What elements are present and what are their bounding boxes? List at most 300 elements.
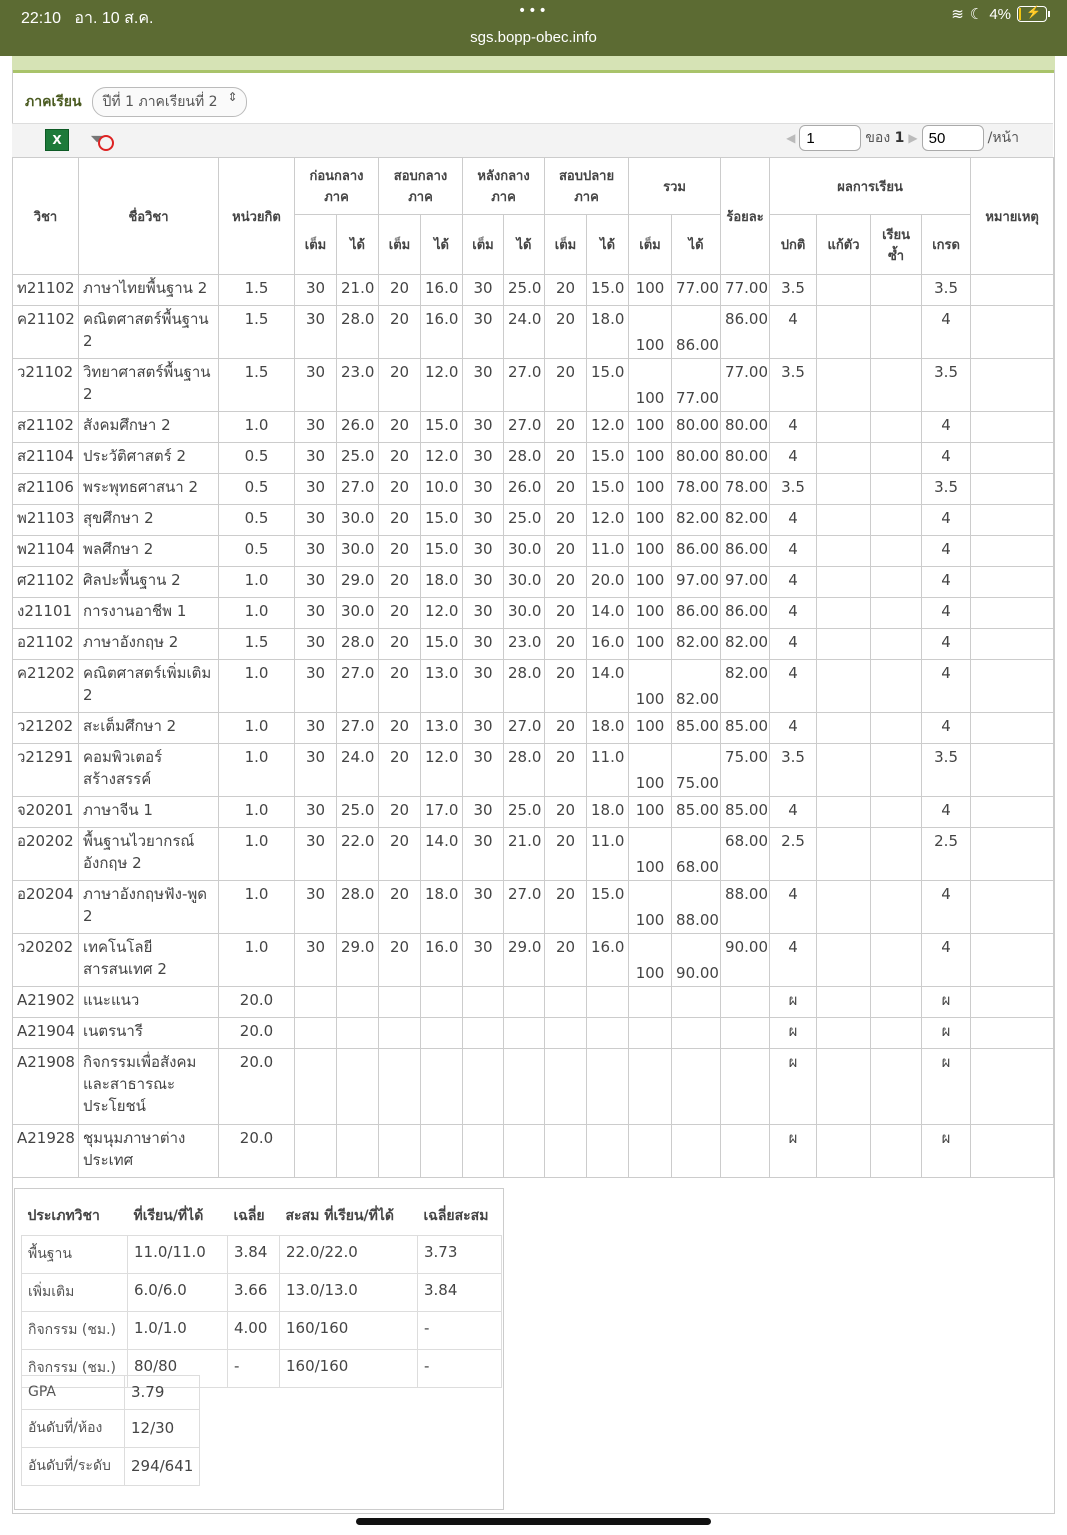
cell-percent: 86.00	[721, 536, 770, 567]
cell-total-full: 100	[629, 536, 672, 567]
pager	[786, 125, 1019, 151]
cell-grade: 4	[922, 306, 971, 359]
cell-name: คณิตศาสตร์พื้นฐาน 2	[79, 306, 219, 359]
cell-pre-mid-got	[337, 1049, 379, 1125]
cell-grade: ผ	[922, 987, 971, 1018]
table-row	[13, 881, 1054, 934]
cell-pre-mid-got	[337, 1018, 379, 1049]
table-row	[13, 505, 1054, 536]
cell-total-full: 100	[629, 306, 672, 359]
cell-total-got: 68.00	[672, 828, 721, 881]
cell-fix	[817, 505, 871, 536]
cell-total-got: 75.00	[672, 744, 721, 797]
cell-final-got: 16.0	[587, 629, 629, 660]
cell-total-got: 85.00	[672, 797, 721, 828]
cell-final-got: 18.0	[587, 713, 629, 744]
cell-pre-mid-full: 30	[295, 713, 337, 744]
cell-pre-mid-full: 30	[295, 744, 337, 797]
cell-total-got: 82.00	[672, 660, 721, 713]
cell-mid-full	[379, 1018, 421, 1049]
col-grade: เกรด	[922, 215, 971, 275]
col-repeat: เรียนซ้ำ	[871, 215, 922, 275]
cell-normal: 4	[770, 598, 817, 629]
cell-mid-full: 20	[379, 881, 421, 934]
table-row	[13, 744, 1054, 797]
cell-repeat	[871, 598, 922, 629]
cell-total-full	[629, 1049, 672, 1125]
table-row	[13, 1125, 1054, 1178]
cell-mid-got: 12.0	[421, 359, 463, 412]
cell-final-full: 20	[545, 567, 587, 598]
cell-percent: 68.00	[721, 828, 770, 881]
cell-name: เนตรนารี	[79, 1018, 219, 1049]
cell-final-got: 18.0	[587, 797, 629, 828]
table-row	[13, 987, 1054, 1018]
cell-final-got: 11.0	[587, 828, 629, 881]
cell-pre-mid-full: 30	[295, 567, 337, 598]
cell-mid-got: 15.0	[421, 505, 463, 536]
cell-mid-full: 20	[379, 359, 421, 412]
cell-total-full: 100	[629, 359, 672, 412]
cell-total-got: 86.00	[672, 536, 721, 567]
cell-credit: 20.0	[219, 1125, 295, 1178]
cell-total-full: 100	[629, 598, 672, 629]
cell-code: ค21102	[13, 306, 79, 359]
cell-code: ง21101	[13, 598, 79, 629]
cell-name: ภาษาอังกฤษ 2	[79, 629, 219, 660]
cell-name: พระพุทธศาสนา 2	[79, 474, 219, 505]
cell-total-got: 90.00	[672, 934, 721, 987]
cell-code: พ21103	[13, 505, 79, 536]
cell-name: เทคโนโลยีสารสนเทศ 2	[79, 934, 219, 987]
cell-post-mid-full: 30	[463, 536, 504, 567]
cell-mid-full: 20	[379, 934, 421, 987]
cell-total-full	[629, 1018, 672, 1049]
cell-name: ภาษาจีน 1	[79, 797, 219, 828]
cell-post-mid-full: 30	[463, 713, 504, 744]
col-code: วิชา	[13, 158, 79, 275]
cell-total-full: 100	[629, 474, 672, 505]
cell-fix	[817, 443, 871, 474]
cell-percent	[721, 1018, 770, 1049]
cell-note	[971, 828, 1054, 881]
cell-pre-mid-got: 29.0	[337, 567, 379, 598]
cell-pre-mid-got: 24.0	[337, 744, 379, 797]
sum-col-type: ประเภทวิชา	[22, 1197, 128, 1236]
cell-post-mid-full	[463, 1049, 504, 1125]
next-page-icon[interactable]: ▶	[908, 131, 918, 145]
col-final: สอบปลายภาค	[545, 158, 629, 215]
cell-credit: 0.5	[219, 443, 295, 474]
cell-credit: 1.0	[219, 744, 295, 797]
cell-final-full: 20	[545, 536, 587, 567]
cell-total-full: 100	[629, 505, 672, 536]
cell-total-got: 80.00	[672, 412, 721, 443]
cell-credit: 20.0	[219, 1018, 295, 1049]
cell-normal: ผ	[770, 1049, 817, 1125]
cell-grade: 4	[922, 412, 971, 443]
cell-post-mid-got: 26.0	[504, 474, 545, 505]
cell-total-full: 100	[629, 744, 672, 797]
cell-percent: 88.00	[721, 881, 770, 934]
cell-pre-mid-full	[295, 1049, 337, 1125]
cell-mid-got: 15.0	[421, 629, 463, 660]
cell-pre-mid-got	[337, 987, 379, 1018]
cell-repeat	[871, 443, 922, 474]
cell-normal: 2.5	[770, 828, 817, 881]
cell-post-mid-got: 25.0	[504, 275, 545, 306]
cell-pre-mid-got: 30.0	[337, 505, 379, 536]
cell-final-got: 20.0	[587, 567, 629, 598]
cell-code: A21928	[13, 1125, 79, 1178]
cell-mid-got: 10.0	[421, 474, 463, 505]
cell-fix	[817, 1125, 871, 1178]
cell-post-mid-got: 28.0	[504, 744, 545, 797]
cell-fix	[817, 1018, 871, 1049]
cell-code: A21908	[13, 1049, 79, 1125]
sum-col-avg: เฉลี่ย	[228, 1197, 280, 1236]
cell-fix	[817, 412, 871, 443]
cell-code: ท21102	[13, 275, 79, 306]
summary-cell: 13.0/13.0	[280, 1274, 418, 1312]
cell-mid-got: 16.0	[421, 306, 463, 359]
cell-note	[971, 505, 1054, 536]
status-indicators	[951, 5, 1047, 23]
gpa-label: GPA	[22, 1376, 125, 1410]
cell-fix	[817, 713, 871, 744]
cell-final-full	[545, 1125, 587, 1178]
cell-credit: 1.0	[219, 828, 295, 881]
cell-grade: 4	[922, 934, 971, 987]
cell-percent: 97.00	[721, 567, 770, 598]
cell-note	[971, 1018, 1054, 1049]
cell-final-got: 15.0	[587, 275, 629, 306]
cell-pre-mid-got: 27.0	[337, 713, 379, 744]
cell-post-mid-got: 30.0	[504, 536, 545, 567]
cell-code: A21904	[13, 1018, 79, 1049]
table-row	[13, 443, 1054, 474]
cell-grade: ผ	[922, 1018, 971, 1049]
cell-repeat	[871, 881, 922, 934]
col-name: ชื่อวิชา	[79, 158, 219, 275]
cell-total-got	[672, 1049, 721, 1125]
cell-pre-mid-got: 29.0	[337, 934, 379, 987]
cell-post-mid-full: 30	[463, 567, 504, 598]
cell-credit: 20.0	[219, 987, 295, 1018]
summary-table	[21, 1197, 502, 1388]
cell-final-got: 12.0	[587, 412, 629, 443]
cell-post-mid-got: 28.0	[504, 660, 545, 713]
cell-final-full	[545, 1018, 587, 1049]
cell-post-mid-full: 30	[463, 881, 504, 934]
table-row	[13, 412, 1054, 443]
cell-credit: 0.5	[219, 536, 295, 567]
cell-mid-got: 15.0	[421, 412, 463, 443]
cell-credit: 1.0	[219, 598, 295, 629]
sum-col-cum-credits: สะสม ที่เรียน/ที่ได้	[280, 1197, 418, 1236]
url-bar[interactable]: sgs.bopp-obec.info	[470, 29, 597, 46]
cell-fix	[817, 934, 871, 987]
per-page-label: /หน้า	[987, 130, 1019, 146]
cell-code: จ20201	[13, 797, 79, 828]
summary-cell: กิจกรรม (ชม.)	[22, 1350, 128, 1388]
cell-percent: 82.00	[721, 660, 770, 713]
cell-name: วิทยาศาสตร์พื้นฐาน 2	[79, 359, 219, 412]
cell-fix	[817, 660, 871, 713]
cell-mid-full: 20	[379, 567, 421, 598]
cell-grade: 4	[922, 536, 971, 567]
cell-normal: 4	[770, 567, 817, 598]
cell-mid-full: 20	[379, 629, 421, 660]
status-time: 22:10 อา. 10 ส.ค.	[21, 10, 154, 27]
cell-grade: 4	[922, 629, 971, 660]
summary-cell: เพิ่มเติม	[22, 1274, 128, 1312]
cell-fix	[817, 598, 871, 629]
table-row	[13, 359, 1054, 412]
cell-total-got: 82.00	[672, 505, 721, 536]
chevron-updown-icon: ⇕	[227, 90, 238, 104]
cell-normal: 3.5	[770, 744, 817, 797]
cell-pre-mid-full: 30	[295, 536, 337, 567]
col-mid: สอบกลางภาค	[379, 158, 463, 215]
cell-final-got	[587, 1125, 629, 1178]
semester-select[interactable]: ปีที่ 1 ภาคเรียนที่ 2 ⇕	[92, 87, 247, 117]
table-row	[13, 1049, 1054, 1125]
cell-code: ว20202	[13, 934, 79, 987]
cell-grade: 4	[922, 567, 971, 598]
cell-code: ศ21102	[13, 567, 79, 598]
cell-mid-full: 20	[379, 474, 421, 505]
col-full: เต็ม	[295, 215, 337, 275]
rank-level-row	[22, 1448, 200, 1486]
cell-final-got: 16.0	[587, 934, 629, 987]
cell-mid-got: 12.0	[421, 598, 463, 629]
cell-name: ภาษาอังกฤษฟัง-พูด 2	[79, 881, 219, 934]
table-row	[13, 275, 1054, 306]
cell-code: ค21202	[13, 660, 79, 713]
cell-pre-mid-full: 30	[295, 275, 337, 306]
cell-pre-mid-full: 30	[295, 443, 337, 474]
cell-mid-full: 20	[379, 598, 421, 629]
summary-row	[22, 1274, 502, 1312]
cell-percent: 78.00	[721, 474, 770, 505]
cell-repeat	[871, 660, 922, 713]
cell-pre-mid-got: 21.0	[337, 275, 379, 306]
cell-pre-mid-full	[295, 987, 337, 1018]
clear-filter-icon[interactable]: ⏷	[90, 129, 104, 150]
cell-code: ว21291	[13, 744, 79, 797]
cell-post-mid-full: 30	[463, 306, 504, 359]
cell-post-mid-got: 27.0	[504, 412, 545, 443]
cell-final-full: 20	[545, 598, 587, 629]
cell-code: A21902	[13, 987, 79, 1018]
cell-grade: 4	[922, 660, 971, 713]
cell-final-full: 20	[545, 881, 587, 934]
cell-credit: 1.5	[219, 306, 295, 359]
cell-final-got: 15.0	[587, 443, 629, 474]
col-full: เต็ม	[629, 215, 672, 275]
cell-note	[971, 474, 1054, 505]
cell-pre-mid-full: 30	[295, 660, 337, 713]
cell-final-got	[587, 1018, 629, 1049]
cell-note	[971, 987, 1054, 1018]
cell-pre-mid-got: 25.0	[337, 443, 379, 474]
cell-percent: 90.00	[721, 934, 770, 987]
cell-post-mid-got: 28.0	[504, 443, 545, 474]
cell-percent: 85.00	[721, 713, 770, 744]
excel-export-icon[interactable]: X	[45, 129, 69, 151]
summary-body	[22, 1236, 502, 1388]
table-row	[13, 306, 1054, 359]
cell-mid-full: 20	[379, 275, 421, 306]
col-pre-mid: ก่อนกลางภาค	[295, 158, 379, 215]
browser-menu-dots[interactable]: •••	[518, 3, 549, 19]
cell-fix	[817, 828, 871, 881]
cell-post-mid-got: 27.0	[504, 881, 545, 934]
cell-repeat	[871, 629, 922, 660]
per-page-input[interactable]	[922, 125, 984, 151]
cell-post-mid-got: 21.0	[504, 828, 545, 881]
col-got: ได้	[587, 215, 629, 275]
cell-repeat	[871, 744, 922, 797]
cell-pre-mid-got: 22.0	[337, 828, 379, 881]
cell-mid-got: 12.0	[421, 443, 463, 474]
status-bar	[0, 0, 1067, 56]
cell-normal: 4	[770, 443, 817, 474]
cell-grade: 4	[922, 881, 971, 934]
cell-name: กิจกรรมเพื่อสังคมและสาธารณะประโยชน์	[79, 1049, 219, 1125]
cell-percent	[721, 1049, 770, 1125]
cell-grade: ผ	[922, 1125, 971, 1178]
table-row	[13, 1018, 1054, 1049]
cell-total-full: 100	[629, 567, 672, 598]
cell-repeat	[871, 567, 922, 598]
cell-post-mid-got: 25.0	[504, 797, 545, 828]
cell-repeat	[871, 713, 922, 744]
cell-credit: 1.0	[219, 934, 295, 987]
cell-mid-got: 18.0	[421, 881, 463, 934]
cell-pre-mid-full	[295, 1125, 337, 1178]
cell-mid-got: 15.0	[421, 536, 463, 567]
cell-repeat	[871, 412, 922, 443]
cell-repeat	[871, 505, 922, 536]
cell-post-mid-got	[504, 987, 545, 1018]
cell-mid-got: 13.0	[421, 660, 463, 713]
cell-repeat	[871, 828, 922, 881]
cell-final-got: 15.0	[587, 881, 629, 934]
page-input[interactable]	[799, 125, 861, 151]
cell-percent: 75.00	[721, 744, 770, 797]
cell-final-got: 11.0	[587, 744, 629, 797]
cell-final-full: 20	[545, 797, 587, 828]
cell-pre-mid-full: 30	[295, 934, 337, 987]
cell-final-full: 20	[545, 744, 587, 797]
prev-page-icon[interactable]: ◀	[786, 131, 796, 145]
cell-percent: 77.00	[721, 359, 770, 412]
cell-post-mid-got	[504, 1125, 545, 1178]
cell-total-got: 86.00	[672, 306, 721, 359]
cell-fix	[817, 629, 871, 660]
cell-pre-mid-full: 30	[295, 881, 337, 934]
cell-total-got: 78.00	[672, 474, 721, 505]
cell-post-mid-full: 30	[463, 744, 504, 797]
sum-col-cum-avg: เฉลี่ยสะสม	[418, 1197, 502, 1236]
cell-total-got: 77.00	[672, 275, 721, 306]
cell-pre-mid-full: 30	[295, 412, 337, 443]
cell-percent: 85.00	[721, 797, 770, 828]
cell-mid-got: 16.0	[421, 934, 463, 987]
summary-cell: 22.0/22.0	[280, 1236, 418, 1274]
cell-code: อ20204	[13, 881, 79, 934]
cell-fix	[817, 744, 871, 797]
col-full: เต็ม	[545, 215, 587, 275]
cell-mid-got: 12.0	[421, 744, 463, 797]
table-row	[13, 660, 1054, 713]
cell-name: การงานอาชีพ 1	[79, 598, 219, 629]
cell-fix	[817, 881, 871, 934]
cell-final-full: 20	[545, 306, 587, 359]
cell-mid-full: 20	[379, 828, 421, 881]
cell-post-mid-full: 30	[463, 629, 504, 660]
cell-grade: 4	[922, 505, 971, 536]
cell-pre-mid-full: 30	[295, 797, 337, 828]
cell-percent: 82.00	[721, 629, 770, 660]
cell-mid-full: 20	[379, 412, 421, 443]
cell-total-got: 85.00	[672, 713, 721, 744]
cell-mid-got: 14.0	[421, 828, 463, 881]
summary-cell: 11.0/11.0	[128, 1236, 228, 1274]
cell-name: ประวัติศาสตร์ 2	[79, 443, 219, 474]
cell-total-full	[629, 1125, 672, 1178]
cell-note	[971, 660, 1054, 713]
cell-repeat	[871, 474, 922, 505]
cell-final-full: 20	[545, 660, 587, 713]
cell-note	[971, 306, 1054, 359]
cell-pre-mid-full: 30	[295, 359, 337, 412]
cell-mid-got: 18.0	[421, 567, 463, 598]
cell-percent: 77.00	[721, 275, 770, 306]
summary-cell: 3.84	[418, 1274, 502, 1312]
cell-total-got: 88.00	[672, 881, 721, 934]
cell-percent: 80.00	[721, 443, 770, 474]
cell-credit: 1.0	[219, 412, 295, 443]
home-indicator[interactable]	[356, 1518, 711, 1525]
cell-post-mid-full	[463, 1125, 504, 1178]
cell-post-mid-full: 30	[463, 797, 504, 828]
cell-total-got: 86.00	[672, 598, 721, 629]
cell-credit: 1.0	[219, 713, 295, 744]
cell-name: พลศึกษา 2	[79, 536, 219, 567]
cell-code: ส21106	[13, 474, 79, 505]
cell-normal: 4	[770, 536, 817, 567]
cell-fix	[817, 987, 871, 1018]
cell-credit: 20.0	[219, 1049, 295, 1125]
cell-normal: 4	[770, 660, 817, 713]
cell-pre-mid-full: 30	[295, 598, 337, 629]
cell-repeat	[871, 359, 922, 412]
col-full: เต็ม	[379, 215, 421, 275]
cell-final-full: 20	[545, 275, 587, 306]
cell-note	[971, 1049, 1054, 1125]
cell-mid-full: 20	[379, 505, 421, 536]
cell-post-mid-got: 30.0	[504, 598, 545, 629]
cell-credit: 0.5	[219, 474, 295, 505]
cell-post-mid-full: 30	[463, 443, 504, 474]
cell-name: สังคมศึกษา 2	[79, 412, 219, 443]
sum-col-credits: ที่เรียน/ที่ได้	[128, 1197, 228, 1236]
battery-icon: ⚡	[1017, 6, 1047, 22]
table-row	[13, 474, 1054, 505]
